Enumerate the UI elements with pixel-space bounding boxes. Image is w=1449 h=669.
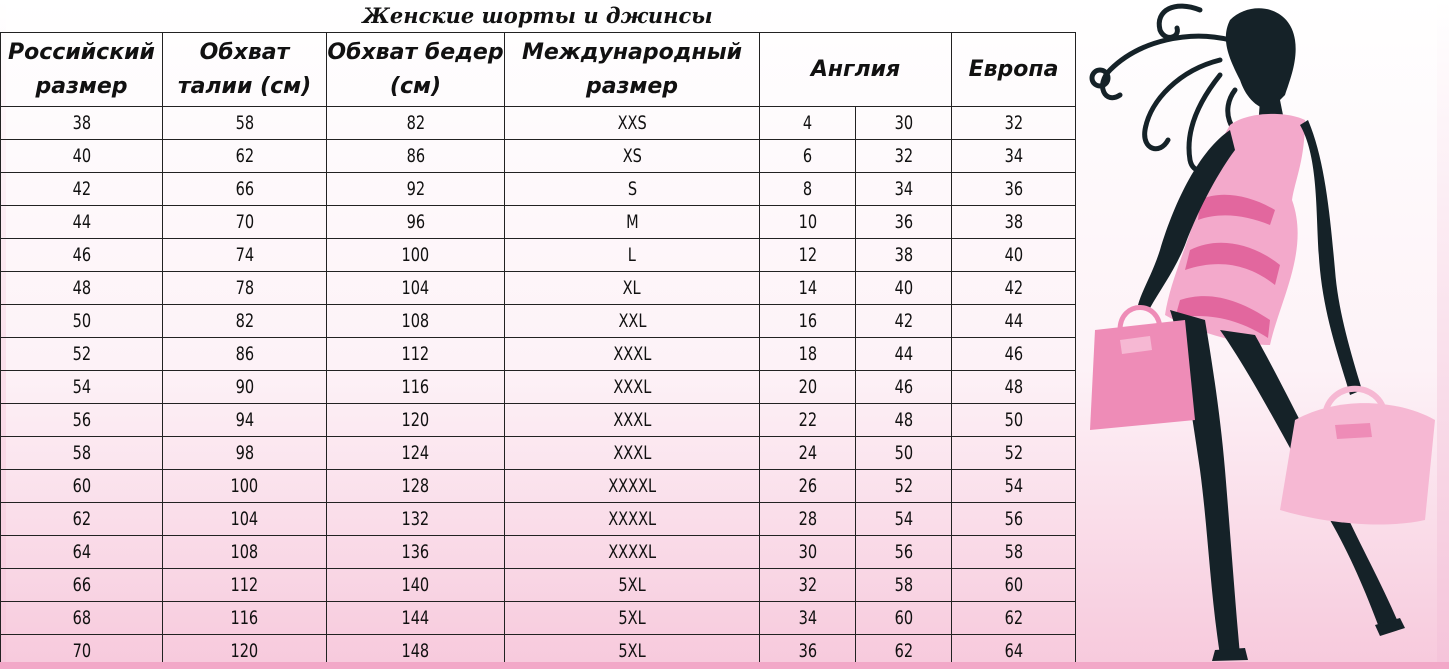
cell-ru: 52 (1, 338, 163, 371)
table-row (1, 239, 1076, 272)
cell-uk1: 14 (760, 272, 856, 305)
cell-eu: 64 (952, 635, 1076, 668)
cell-intl: XXL (505, 305, 760, 338)
cell-ru: 68 (1, 602, 163, 635)
table-row (1, 437, 1076, 470)
cell-ru: 48 (1, 272, 163, 305)
head (1226, 8, 1296, 110)
cell-intl: XXXL (505, 404, 760, 437)
cell-intl: XXXXL (505, 503, 760, 536)
cell-uk1: 22 (760, 404, 856, 437)
cell-ru: 66 (1, 569, 163, 602)
cell-ru: 40 (1, 140, 163, 173)
cell-uk1: 18 (760, 338, 856, 371)
table-row (1, 569, 1076, 602)
cell-eu: 44 (952, 305, 1076, 338)
cell-hips: 136 (327, 536, 505, 569)
cell-uk1: 26 (760, 470, 856, 503)
cell-hips: 124 (327, 437, 505, 470)
left-shopping-bag (1090, 308, 1195, 431)
table-row (1, 503, 1076, 536)
cell-waist: 104 (163, 503, 327, 536)
cell-uk2: 44 (856, 338, 952, 371)
cell-waist: 112 (163, 569, 327, 602)
cell-eu: 36 (952, 173, 1076, 206)
header-uk: Англия (760, 33, 952, 107)
cell-waist: 98 (163, 437, 327, 470)
cell-intl: 5XL (505, 602, 760, 635)
cell-ru: 60 (1, 470, 163, 503)
cell-uk2: 56 (856, 536, 952, 569)
cell-hips: 116 (327, 371, 505, 404)
right-shopping-bag (1280, 389, 1435, 525)
cell-uk2: 62 (856, 635, 952, 668)
cell-uk2: 54 (856, 503, 952, 536)
cell-eu: 34 (952, 140, 1076, 173)
cell-ru: 62 (1, 503, 163, 536)
cell-uk1: 36 (760, 635, 856, 668)
cell-eu: 32 (952, 107, 1076, 140)
cell-hips: 104 (327, 272, 505, 305)
table-row (1, 404, 1076, 437)
cell-intl: L (505, 239, 760, 272)
table-row (1, 470, 1076, 503)
size-chart-table (0, 32, 1076, 668)
cell-eu: 50 (952, 404, 1076, 437)
cell-uk1: 12 (760, 239, 856, 272)
cell-uk1: 10 (760, 206, 856, 239)
header-intl-size: Международный размер (505, 33, 760, 107)
cell-uk2: 36 (856, 206, 952, 239)
cell-uk2: 58 (856, 569, 952, 602)
table-row (1, 338, 1076, 371)
cell-waist: 100 (163, 470, 327, 503)
cell-uk1: 32 (760, 569, 856, 602)
table-row (1, 602, 1076, 635)
bottom-pink-band (0, 662, 1449, 669)
cell-intl: 5XL (505, 569, 760, 602)
cell-ru: 44 (1, 206, 163, 239)
cell-ru: 56 (1, 404, 163, 437)
cell-intl: 5XL (505, 635, 760, 668)
cell-waist: 62 (163, 140, 327, 173)
cell-hips: 86 (327, 140, 505, 173)
cell-intl: XXXL (505, 338, 760, 371)
cell-eu: 46 (952, 338, 1076, 371)
cell-intl: S (505, 173, 760, 206)
header-ru-size: Российский размер (1, 33, 163, 107)
cell-uk1: 34 (760, 602, 856, 635)
cell-uk2: 38 (856, 239, 952, 272)
cell-eu: 62 (952, 602, 1076, 635)
cell-hips: 96 (327, 206, 505, 239)
cell-intl: M (505, 206, 760, 239)
cell-waist: 82 (163, 305, 327, 338)
cell-uk2: 34 (856, 173, 952, 206)
cell-waist: 94 (163, 404, 327, 437)
table-row (1, 272, 1076, 305)
cell-hips: 140 (327, 569, 505, 602)
cell-uk2: 42 (856, 305, 952, 338)
cell-hips: 108 (327, 305, 505, 338)
cell-uk1: 8 (760, 173, 856, 206)
table-row (1, 536, 1076, 569)
table-row (1, 371, 1076, 404)
cell-hips: 92 (327, 173, 505, 206)
cell-intl: XXS (505, 107, 760, 140)
cell-waist: 108 (163, 536, 327, 569)
cell-hips: 112 (327, 338, 505, 371)
page-title: Женские шорты и джинсы (362, 3, 713, 28)
cell-ru: 46 (1, 239, 163, 272)
cell-hips: 128 (327, 470, 505, 503)
cell-uk2: 48 (856, 404, 952, 437)
woman-silhouette-illustration (1080, 0, 1449, 662)
cell-intl: XXXXL (505, 536, 760, 569)
header-waist: Обхват талии (см) (163, 33, 327, 107)
cell-waist: 70 (163, 206, 327, 239)
cell-intl: XL (505, 272, 760, 305)
cell-eu: 40 (952, 239, 1076, 272)
cell-intl: XXXXL (505, 470, 760, 503)
cell-uk1: 16 (760, 305, 856, 338)
cell-eu: 38 (952, 206, 1076, 239)
cell-ru: 70 (1, 635, 163, 668)
table-row (1, 107, 1076, 140)
cell-eu: 52 (952, 437, 1076, 470)
cell-waist: 86 (163, 338, 327, 371)
cell-hips: 144 (327, 602, 505, 635)
cell-waist: 74 (163, 239, 327, 272)
cell-waist: 120 (163, 635, 327, 668)
cell-hips: 100 (327, 239, 505, 272)
cell-uk2: 46 (856, 371, 952, 404)
cell-uk2: 30 (856, 107, 952, 140)
cell-ru: 54 (1, 371, 163, 404)
cell-eu: 54 (952, 470, 1076, 503)
cell-uk1: 4 (760, 107, 856, 140)
cell-uk1: 20 (760, 371, 856, 404)
cell-hips: 120 (327, 404, 505, 437)
header-eu: Европа (952, 33, 1076, 107)
cell-uk1: 6 (760, 140, 856, 173)
cell-uk2: 60 (856, 602, 952, 635)
cell-uk2: 52 (856, 470, 952, 503)
cell-intl: XXXL (505, 371, 760, 404)
cell-uk1: 30 (760, 536, 856, 569)
cell-ru: 64 (1, 536, 163, 569)
cell-waist: 116 (163, 602, 327, 635)
table-row (1, 206, 1076, 239)
cell-ru: 50 (1, 305, 163, 338)
cell-hips: 132 (327, 503, 505, 536)
cell-eu: 58 (952, 536, 1076, 569)
cell-uk2: 50 (856, 437, 952, 470)
header-hips: Обхват бедер (см) (327, 33, 505, 107)
cell-eu: 60 (952, 569, 1076, 602)
cell-intl: XS (505, 140, 760, 173)
cell-eu: 56 (952, 503, 1076, 536)
cell-ru: 58 (1, 437, 163, 470)
cell-intl: XXXL (505, 437, 760, 470)
cell-hips: 82 (327, 107, 505, 140)
table-row (1, 140, 1076, 173)
cell-waist: 58 (163, 107, 327, 140)
cell-ru: 38 (1, 107, 163, 140)
cell-uk1: 28 (760, 503, 856, 536)
cell-ru: 42 (1, 173, 163, 206)
cell-uk2: 40 (856, 272, 952, 305)
cell-waist: 66 (163, 173, 327, 206)
cell-waist: 90 (163, 371, 327, 404)
cell-eu: 48 (952, 371, 1076, 404)
cell-eu: 42 (952, 272, 1076, 305)
cell-hips: 148 (327, 635, 505, 668)
right-arm (1300, 120, 1362, 395)
table-row (1, 173, 1076, 206)
cell-waist: 78 (163, 272, 327, 305)
cell-uk2: 32 (856, 140, 952, 173)
table-header-row (1, 33, 1076, 107)
table-row (1, 305, 1076, 338)
cell-uk1: 24 (760, 437, 856, 470)
